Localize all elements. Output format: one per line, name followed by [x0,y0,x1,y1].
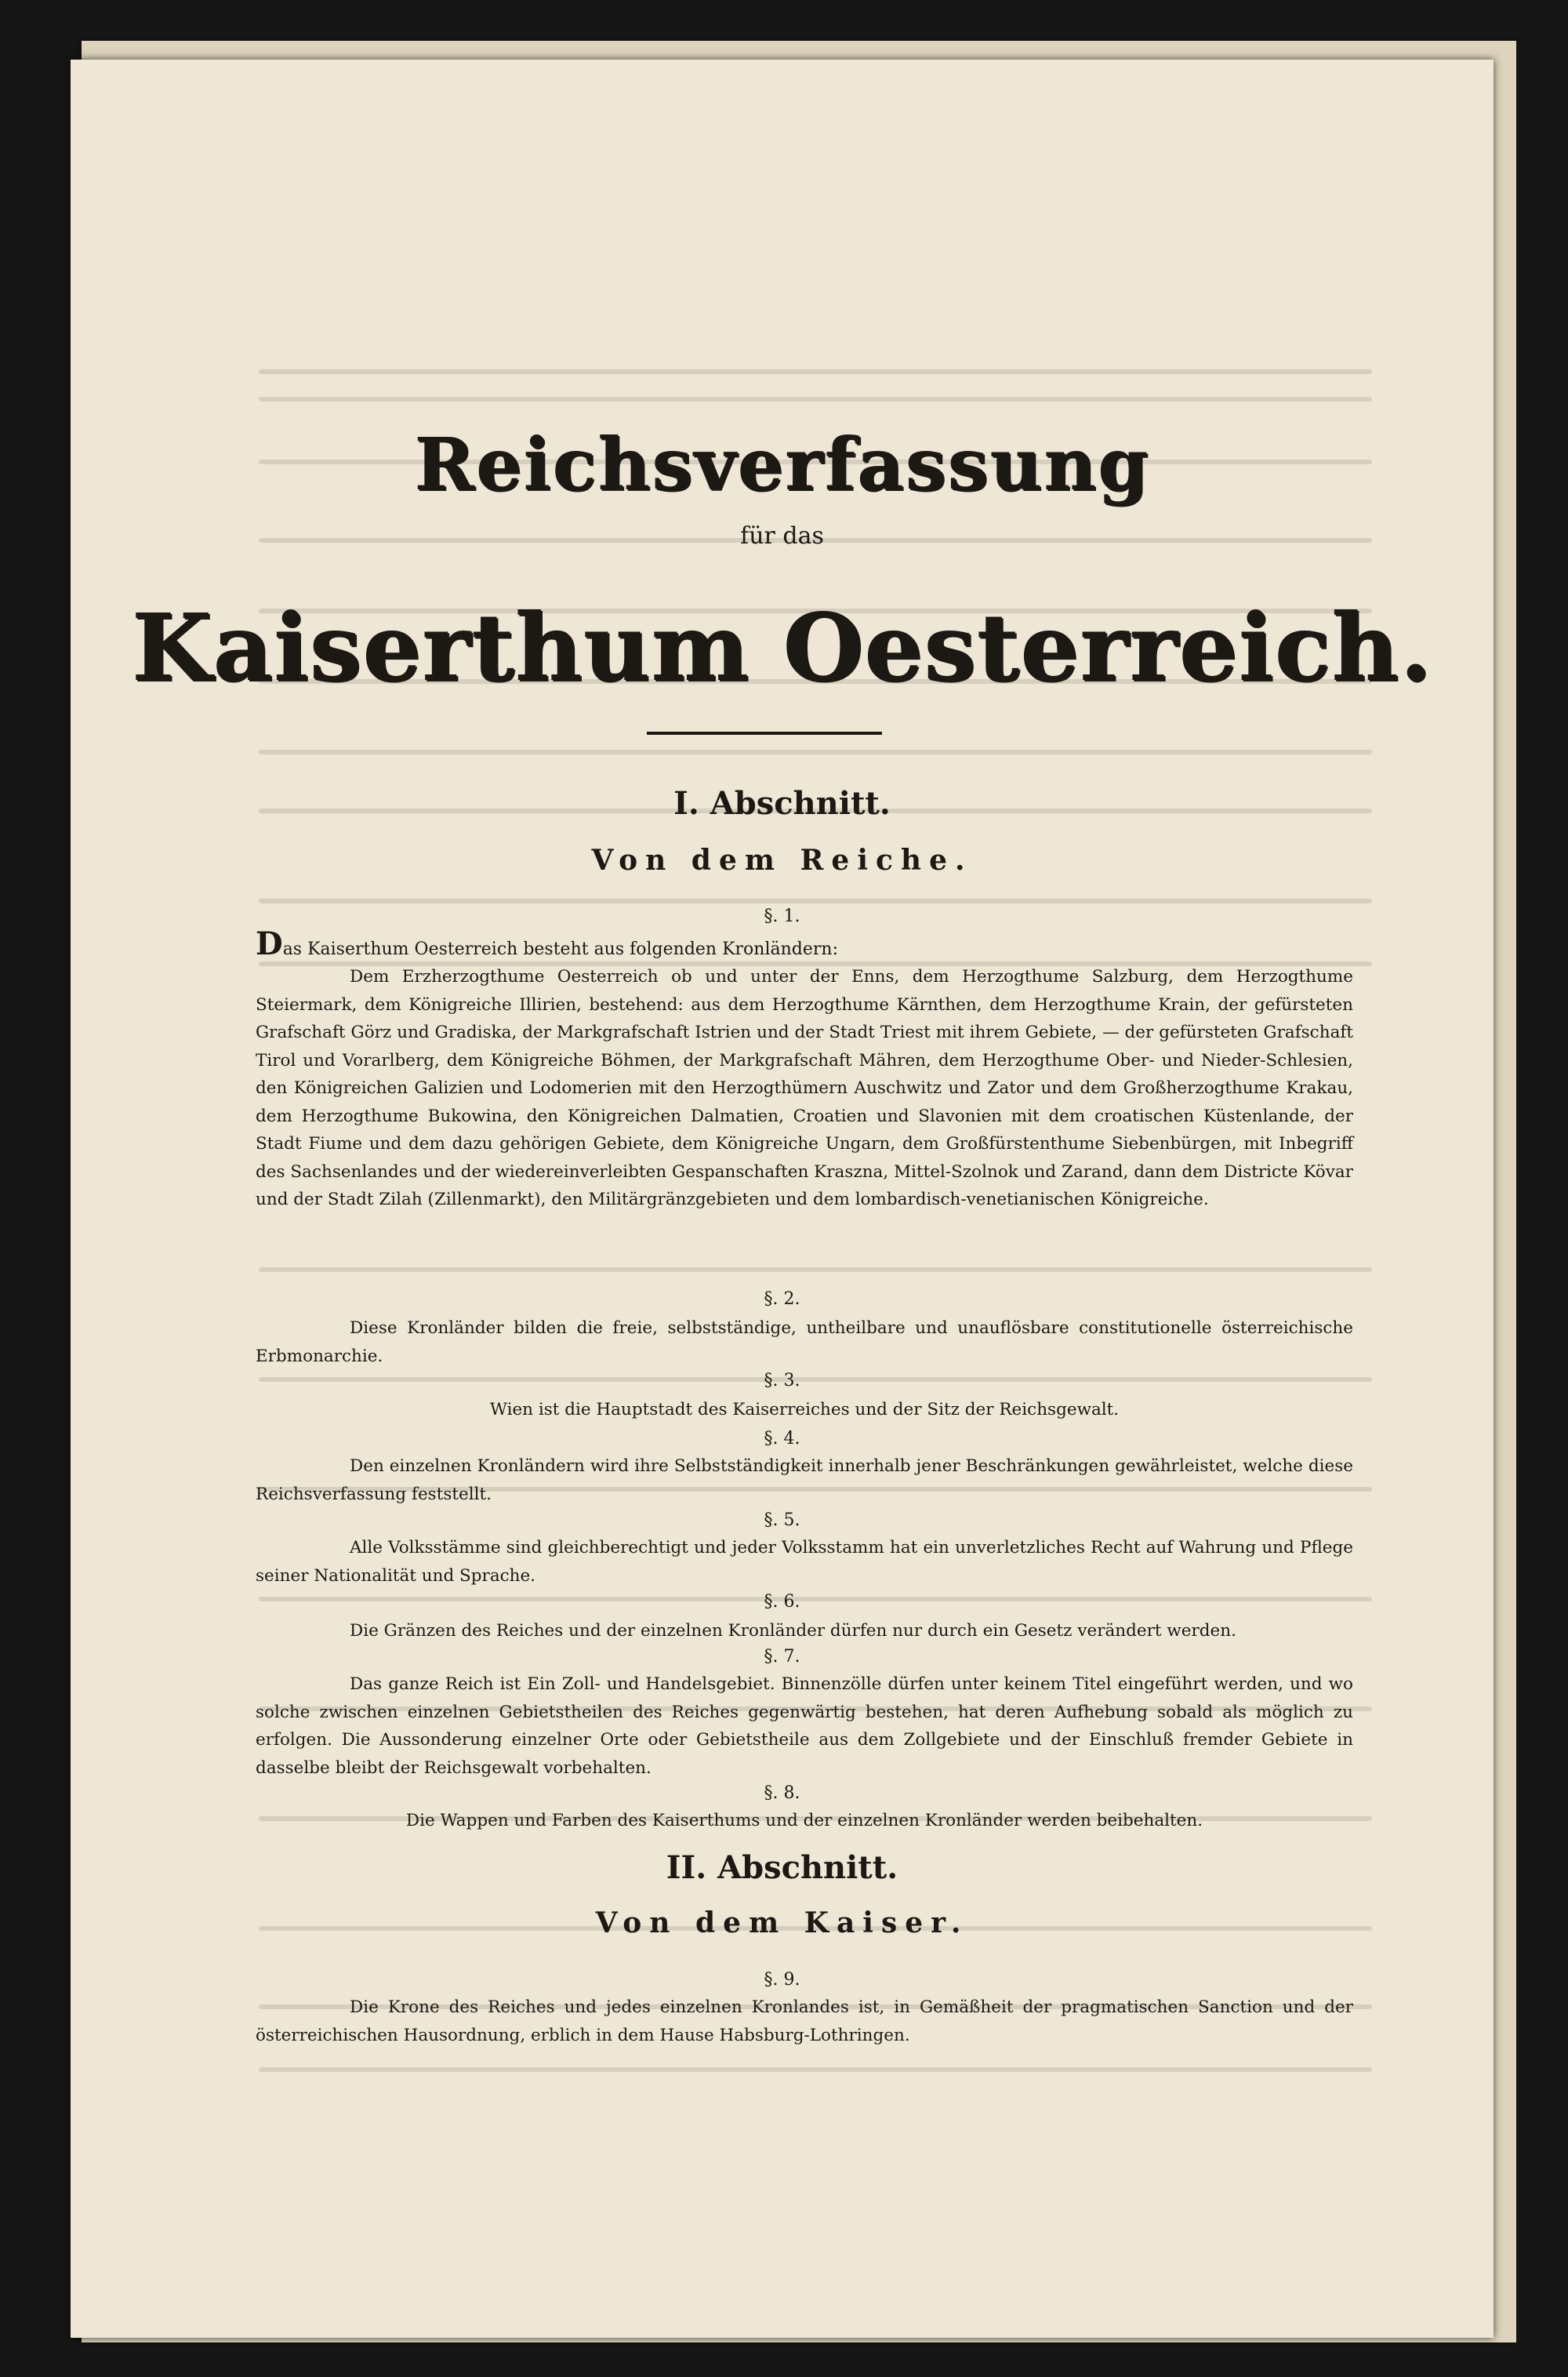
title-divider [647,732,882,735]
paragraph-text: Die Wappen und Farben des Kaiserthums und der einzelnen Kronländer werden beibehalten. [405,1811,1203,1830]
paragraph-number: §. 6. [764,1592,800,1612]
document-content [71,60,1494,2338]
paragraph-text [256,1452,1353,1508]
paragraph-number: §. 1. [764,907,800,926]
paragraph-intro-text: as Kaiserthum Oesterreich besteht aus folgenden Kronländern: [282,940,838,959]
paragraph-text [256,1617,1353,1645]
section-subtitle: Von dem Reiche. [591,844,973,877]
document-heading: Kaiserthum Oesterreich. [131,593,1433,702]
section-title: II. Abschnitt. [666,1849,898,1886]
paragraph-intro [256,925,1353,962]
section-subtitle: Von dem Kaiser. [595,1906,969,1939]
drop-cap: D [256,925,283,962]
paragraph-text: Wien ist die Hauptstadt des Kaiserreiches und der Sitz der Reichsgewalt. [489,1400,1120,1419]
document-subtitle: für das [740,522,824,550]
paragraph-number: §. 4. [764,1429,800,1448]
paragraph-number: §. 9. [764,1970,800,1990]
document-page [71,60,1494,2338]
paragraph-text [256,963,1353,1214]
paragraph-6-body: Die Gränzen des Reiches und der einzelnen Kronländer dürfen nur durch ein Gesetz verändert werden. [350,1621,1236,1641]
paragraph-7-body: Das ganze Reich ist Ein Zoll- und Handelsgebiet. Binnenzölle dürfen unter keinem Titel eingeführt werden, und wo solche zwischen einzelnen Gebietstheilen des Reiches gegenwärtig bestehen, hat deren Aufhebung sobald als möglich zu erfolgen. Die Aussonderung einzelner Orte oder Gebietstheile aus dem Zollgebiete und der Einschluß fremder Gebiete in dasselbe bleibt der Reichsgewalt vorbehalten. [256,1674,1353,1778]
paragraph-text [256,1994,1353,2049]
document-title: Reichsverfassung [414,422,1150,507]
paragraph-2-body: Diese Kronländer bilden die freie, selbstständige, untheilbare und unauflösbare constitutionelle österreichische Erbmonarchie. [256,1318,1353,1366]
paragraph-number: §. 8. [764,1783,800,1803]
paragraph-text [256,1534,1353,1590]
paragraph-text [256,1314,1353,1370]
paragraph-number: §. 7. [764,1647,800,1666]
paragraph-1-body: Dem Erzherzogthume Oesterreich ob und unter der Enns, dem Herzogthume Salzburg, dem Herzogthume Steiermark, dem Königreiche Illirien, bestehend: aus dem Herzogthume Kärnthen, dem Herzogthume Krain, der gefürsteten Grafschaft Görz und Gradiska, der Markgrafschaft Istrien und der Stadt Triest mit ihrem Gebiete, — der gefürsteten Grafschaft Tirol und Vorarlberg, dem Königreiche Böhmen, der Markgrafschaft Mähren, dem Herzogthume Ober- und Nieder-Schlesien, den Königreichen Galizien und Lodomerien mit den Herzogthümern Auschwitz und Zator und dem Großherzogthume Krakau, dem Herzogthume Bukowina, den Königreichen Dalmatien, Croatien und Slavonien mit dem croatischen Küstenlande, der Stadt Fiume und dem dazu gehörigen Gebiete, dem Königreiche Ungarn, dem Großfürstenthume Siebenbürgen, mit Inbegriff des Sachsenlandes und der wiedereinverleibten Gespanschaften Kraszna, Mittel-Szolnok und Zarand, dann dem Districte Kövar und der Stadt Zilah (Zillenmarkt), den Militärgränzgebieten und dem lombardisch-venetianischen Königreiche. [256,967,1353,1209]
section-title: I. Abschnitt. [673,785,891,822]
paragraph-9-body: Die Krone des Reiches und jedes einzelnen Kronlandes ist, in Gemäßheit der pragmatischen Sanction und der österreichischen Hausordnung, erblich in dem Hause Habsburg-Lothringen. [256,1997,1353,2045]
paragraph-5-body: Alle Volksstämme sind gleichberechtigt und jeder Volksstamm hat ein unverletzliches Recht auf Wahrung und Pflege seiner Nationalität und Sprache. [256,1538,1353,1586]
paragraph-number: §. 2. [764,1289,800,1309]
paragraph-number: §. 5. [764,1510,800,1530]
paragraph-number: §. 3. [764,1371,800,1390]
paragraph-4-body: Den einzelnen Kronländern wird ihre Selbstständigkeit innerhalb jener Beschränkungen gewährleistet, welche diese Reichsverfassung feststellt. [256,1456,1353,1504]
paragraph-text [256,1670,1353,1782]
